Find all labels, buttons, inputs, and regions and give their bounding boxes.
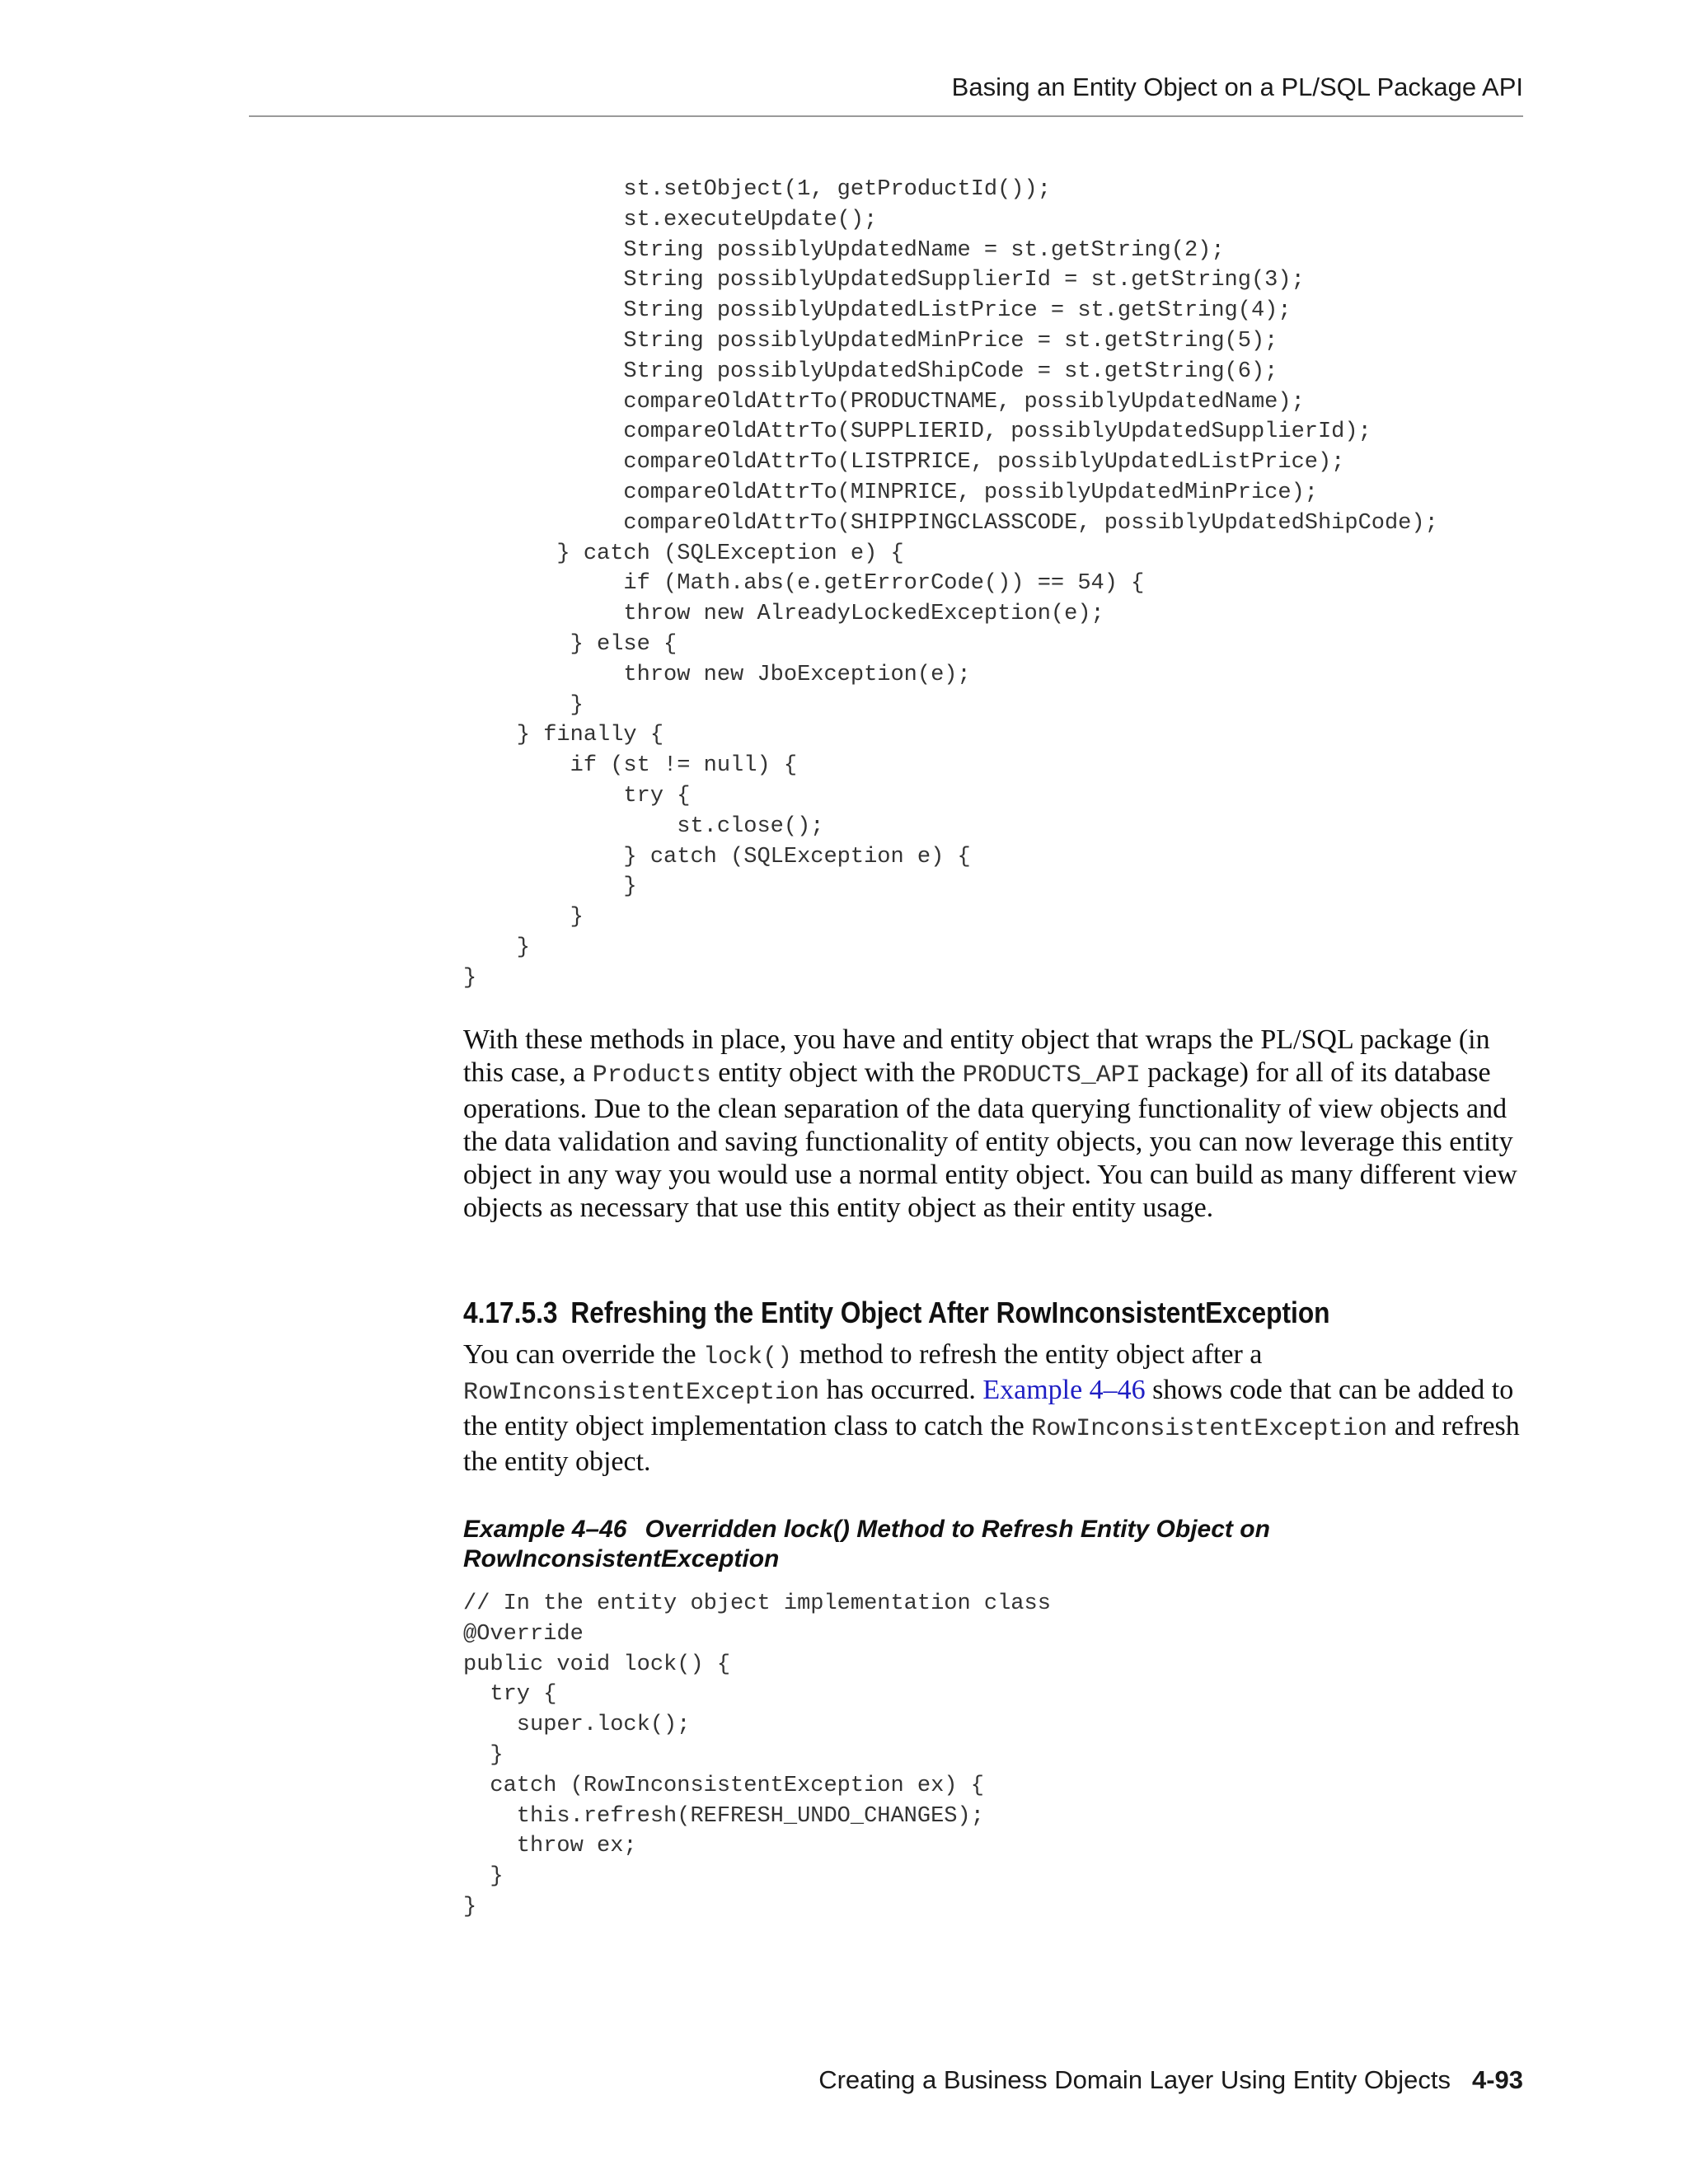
inline-code-exception: RowInconsistentException [1031, 1414, 1388, 1443]
section-heading [463, 1296, 1330, 1330]
inline-code-exception: RowInconsistentException [463, 1379, 820, 1408]
code-block-example [463, 1589, 1051, 1923]
code-line: compareOldAttrTo(SHIPPINGCLASSCODE, possiblyUpdatedShipCode); [463, 510, 1438, 536]
footer-chapter-title: Creating a Business Domain Layer Using Entity Objects [818, 2065, 1451, 2094]
code-line: throw new JboException(e); [463, 662, 971, 687]
code-line: } catch (SQLException e) { [463, 541, 904, 566]
example-number: Example 4–46 [463, 1516, 627, 1543]
code-line: } [463, 935, 531, 960]
code-line: // In the entity object implementation class [463, 1591, 1051, 1616]
code-line: } [463, 874, 637, 900]
example-cross-reference-link[interactable]: Example 4–46 [982, 1375, 1146, 1406]
code-line: } [463, 1864, 504, 1890]
code-line: st.executeUpdate(); [463, 207, 878, 232]
code-line: public void lock() { [463, 1652, 731, 1677]
running-header: Basing an Entity Object on a PL/SQL Package API [951, 73, 1523, 101]
code-line: compareOldAttrTo(SUPPLIERID, possiblyUpdatedSupplierId); [463, 419, 1372, 445]
code-line: throw new AlreadyLockedException(e); [463, 602, 1104, 627]
code-line: super.lock(); [463, 1713, 691, 1738]
code-line: } else { [463, 631, 678, 657]
text-run: method to refresh the entity object after a [792, 1339, 1263, 1370]
body-paragraph-methods [463, 1024, 1535, 1226]
header-rule [249, 115, 1523, 117]
code-line: this.refresh(REFRESH_UNDO_CHANGES); [463, 1803, 984, 1829]
code-block-top [463, 175, 1438, 994]
section-number: 4.17.5.3 [463, 1296, 558, 1329]
code-line: st.setObject(1, getProductId()); [463, 177, 1051, 202]
inline-code-products: Products [592, 1062, 711, 1090]
example-caption: Overridden lock() Method to Refresh Entity Object on RowInconsistentException [463, 1516, 1270, 1572]
code-line: throw ex; [463, 1834, 637, 1859]
inline-code-lock: lock() [703, 1343, 793, 1371]
code-line: } [463, 965, 477, 991]
code-line: @Override [463, 1621, 584, 1647]
text-run: and refresh the entity object. [463, 1410, 1520, 1477]
body-paragraph-lock [463, 1338, 1535, 1479]
inline-code-products-api: PRODUCTS_API [962, 1062, 1141, 1090]
code-line: compareOldAttrTo(PRODUCTNAME, possiblyUpdatedName); [463, 389, 1305, 415]
page-number: 4-93 [1471, 2065, 1523, 2094]
code-line: } catch (SQLException e) { [463, 844, 971, 869]
example-title [463, 1515, 1452, 1574]
text-run: With these methods in place, you have and entity object that wraps the PL/SQL package (in this case, a [463, 1024, 1490, 1089]
text-run: package) for all of its database operations. Due to the clean separation of the data querying functionality of view objects and the data validation and saving functionality of entity objects, you can now leverage this entity object in any way you would use a normal entity object. You can build as many different view objects as necessary that use this entity object as their entity usage. [463, 1057, 1517, 1224]
code-line: } [463, 905, 584, 930]
code-line: String possiblyUpdatedName = st.getString(2); [463, 237, 1225, 263]
code-line: String possiblyUpdatedSupplierId = st.getString(3); [463, 268, 1305, 293]
code-line: } finally { [463, 723, 664, 748]
code-line: try { [463, 1682, 557, 1708]
code-line: catch (RowInconsistentException ex) { [463, 1773, 984, 1798]
running-footer [818, 2065, 1523, 2095]
text-run: entity object with the [710, 1057, 963, 1089]
code-line: } [463, 1894, 477, 1919]
code-line: } [463, 692, 584, 718]
text-run: shows code that can be added to the entity object implementation class to catch the [463, 1375, 1514, 1441]
text-run: has occurred. [819, 1375, 983, 1406]
code-line: if (st != null) { [463, 753, 798, 779]
code-line: try { [463, 783, 691, 808]
code-line: String possiblyUpdatedMinPrice = st.getString(5); [463, 328, 1278, 354]
section-title: Refreshing the Entity Object After RowInconsistentException [570, 1296, 1330, 1329]
text-run: You can override the [463, 1339, 704, 1370]
code-line: String possiblyUpdatedListPrice = st.getString(4); [463, 298, 1292, 324]
code-line: compareOldAttrTo(MINPRICE, possiblyUpdatedMinPrice); [463, 480, 1318, 505]
code-line: } [463, 1742, 504, 1768]
code-line: compareOldAttrTo(LISTPRICE, possiblyUpdatedListPrice); [463, 450, 1345, 476]
code-line: String possiblyUpdatedShipCode = st.getString(6); [463, 359, 1278, 384]
code-line: if (Math.abs(e.getErrorCode()) == 54) { [463, 571, 1145, 597]
code-line: st.close(); [463, 813, 824, 839]
